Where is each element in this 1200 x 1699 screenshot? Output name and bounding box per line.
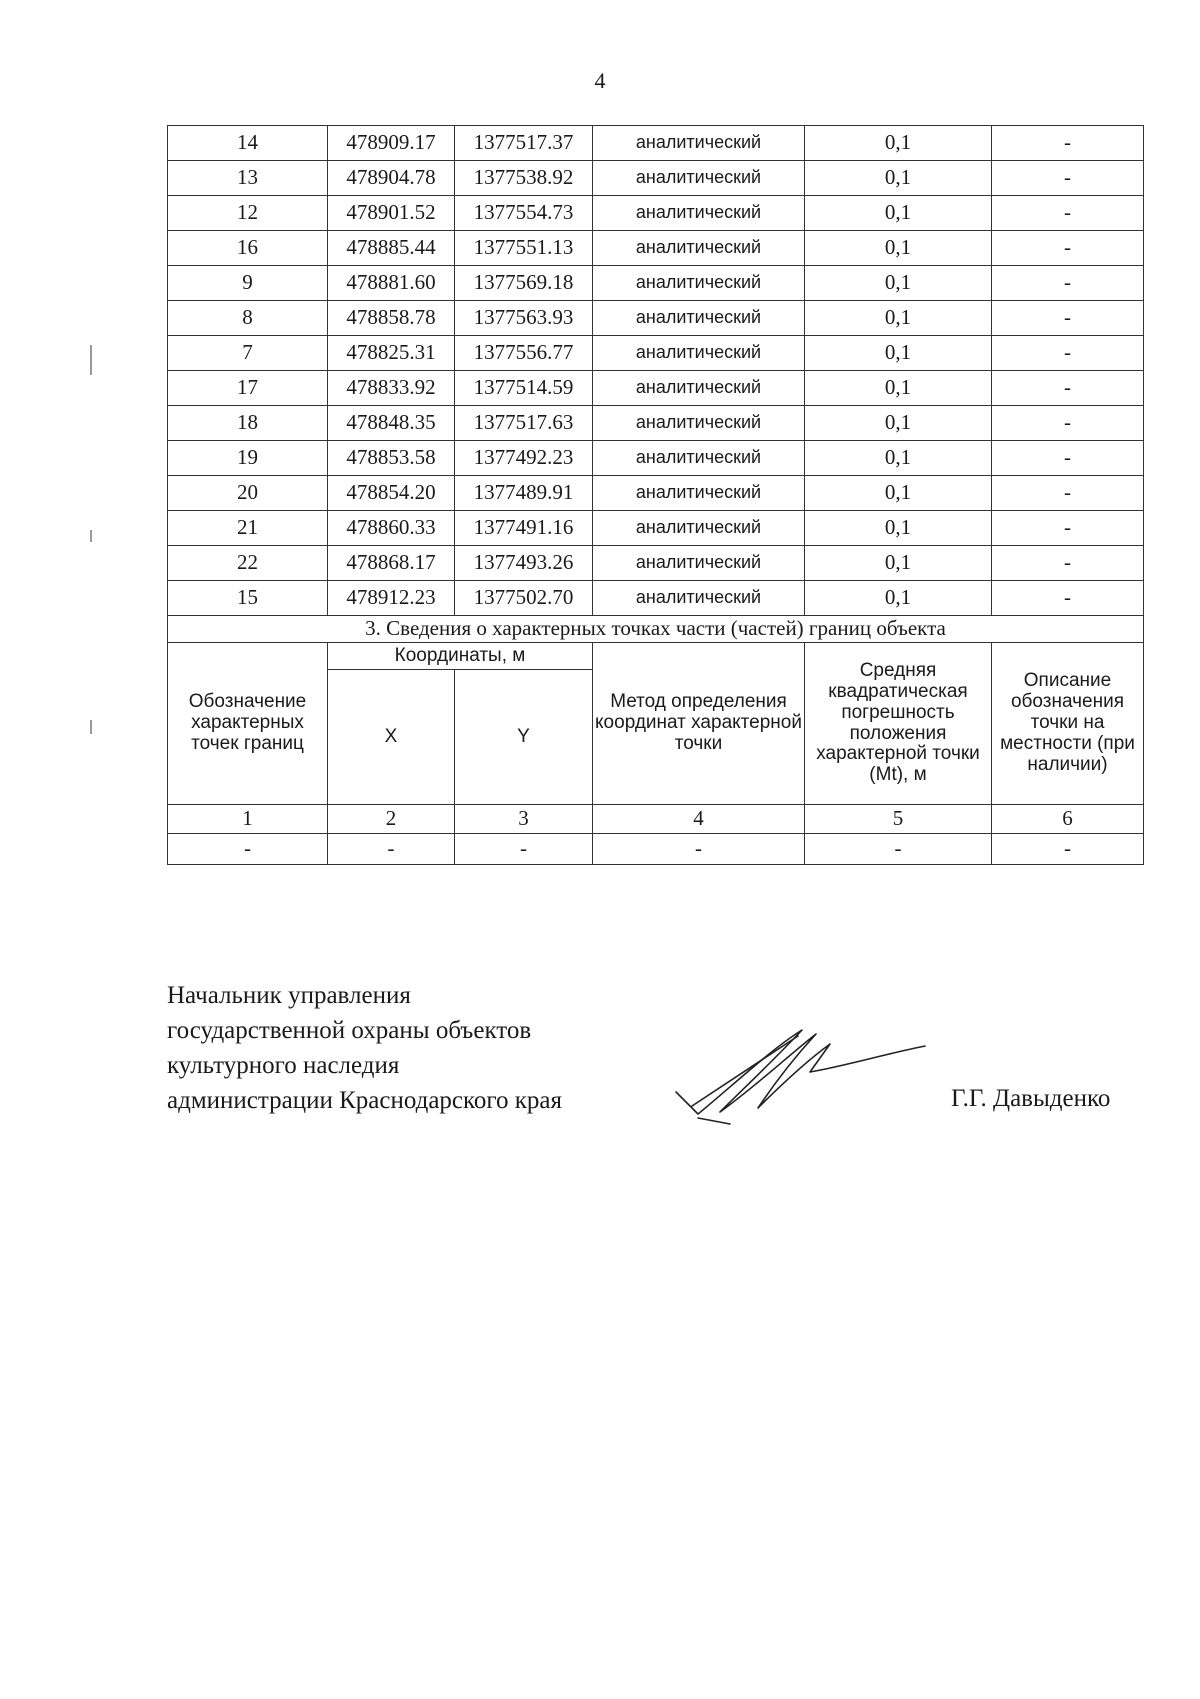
x-coordinate-cell: 478881.60 <box>328 266 455 301</box>
y-coordinate-cell: 1377551.13 <box>455 231 593 266</box>
table-row <box>168 441 1144 476</box>
empty-cell: - <box>992 834 1144 865</box>
y-coordinate-cell: 1377502.70 <box>455 581 593 616</box>
signatory-title-line: администрации Краснодарского края <box>167 1087 563 1114</box>
mean-square-error-cell: 0,1 <box>805 511 992 546</box>
x-coordinate-cell: 478854.20 <box>328 476 455 511</box>
signatory-title <box>167 978 562 1118</box>
x-coordinate-cell: 478860.33 <box>328 511 455 546</box>
point-number-cell: 7 <box>168 336 328 371</box>
table-row <box>168 196 1144 231</box>
table-row <box>168 231 1144 266</box>
method-cell: аналитический <box>593 476 805 511</box>
y-coordinate-cell: 1377493.26 <box>455 546 593 581</box>
y-coordinate-cell: 1377489.91 <box>455 476 593 511</box>
point-description-cell: - <box>992 336 1144 371</box>
point-description-cell: - <box>992 126 1144 161</box>
x-coordinate-cell: 478853.58 <box>328 441 455 476</box>
x-coordinate-cell: 478833.92 <box>328 371 455 406</box>
column-number: 6 <box>992 805 1144 834</box>
x-coordinate-cell: 478901.52 <box>328 196 455 231</box>
empty-cell: - <box>805 834 992 865</box>
point-number-cell: 9 <box>168 266 328 301</box>
mean-square-error-cell: 0,1 <box>805 371 992 406</box>
mean-square-error-cell: 0,1 <box>805 301 992 336</box>
method-cell: аналитический <box>593 511 805 546</box>
x-coordinate-cell: 478825.31 <box>328 336 455 371</box>
coordinates-table <box>167 125 1144 865</box>
y-coordinate-cell: 1377538.92 <box>455 161 593 196</box>
y-coordinate-cell: 1377554.73 <box>455 196 593 231</box>
column-number: 5 <box>805 805 992 834</box>
method-cell: аналитический <box>593 126 805 161</box>
point-number-cell: 13 <box>168 161 328 196</box>
empty-cell: - <box>168 834 328 865</box>
table-row <box>168 266 1144 301</box>
x-coordinate-cell: 478909.17 <box>328 126 455 161</box>
empty-cell: - <box>455 834 593 865</box>
x-coordinate-cell: 478848.35 <box>328 406 455 441</box>
method-cell: аналитический <box>593 196 805 231</box>
empty-data-row <box>168 834 1144 865</box>
y-coordinate-cell: 1377517.37 <box>455 126 593 161</box>
point-number-cell: 21 <box>168 511 328 546</box>
table-row <box>168 371 1144 406</box>
table-row <box>168 546 1144 581</box>
point-number-cell: 20 <box>168 476 328 511</box>
point-number-cell: 15 <box>168 581 328 616</box>
mean-square-error-cell: 0,1 <box>805 196 992 231</box>
point-number-cell: 16 <box>168 231 328 266</box>
y-coordinate-cell: 1377556.77 <box>455 336 593 371</box>
mean-square-error-cell: 0,1 <box>805 476 992 511</box>
signatory-title-line: культурного наследия <box>167 1052 400 1079</box>
empty-cell: - <box>328 834 455 865</box>
point-description-cell: - <box>992 406 1144 441</box>
y-coordinate-cell: 1377569.18 <box>455 266 593 301</box>
mean-square-error-cell: 0,1 <box>805 126 992 161</box>
column-number: 1 <box>168 805 328 834</box>
table-row <box>168 511 1144 546</box>
scan-margin-mark <box>90 720 92 734</box>
table-row <box>168 126 1144 161</box>
header-coordinates: Координаты, м <box>328 643 593 670</box>
method-cell: аналитический <box>593 161 805 196</box>
y-coordinate-cell: 1377492.23 <box>455 441 593 476</box>
point-number-cell: 17 <box>168 371 328 406</box>
header-point-description: Описание обозначения точки на местности (при наличии) <box>992 643 1144 805</box>
point-description-cell: - <box>992 301 1144 336</box>
point-number-cell: 12 <box>168 196 328 231</box>
table-row <box>168 336 1144 371</box>
point-description-cell: - <box>992 581 1144 616</box>
point-number-cell: 8 <box>168 301 328 336</box>
scan-margin-mark <box>90 530 92 542</box>
point-description-cell: - <box>992 231 1144 266</box>
y-coordinate-cell: 1377517.63 <box>455 406 593 441</box>
point-description-cell: - <box>992 161 1144 196</box>
point-number-cell: 19 <box>168 441 328 476</box>
table-row <box>168 476 1144 511</box>
header-x: X <box>328 670 455 805</box>
coordinates-table-body <box>168 126 1144 616</box>
point-description-cell: - <box>992 476 1144 511</box>
x-coordinate-cell: 478885.44 <box>328 231 455 266</box>
section-3-title: 3. Сведения о характерных точках части (частей) границ объекта <box>168 616 1144 643</box>
signatory-title-line: Начальник управления <box>167 982 411 1009</box>
method-cell: аналитический <box>593 301 805 336</box>
header-y: Y <box>455 670 593 805</box>
point-description-cell: - <box>992 371 1144 406</box>
table-row <box>168 406 1144 441</box>
column-number: 3 <box>455 805 593 834</box>
x-coordinate-cell: 478912.23 <box>328 581 455 616</box>
method-cell: аналитический <box>593 336 805 371</box>
column-number: 2 <box>328 805 455 834</box>
header-point-designation: Обозначение характерных точек границ <box>168 643 328 805</box>
signatory-name: Г.Г. Давыденко <box>951 1085 1111 1112</box>
scan-margin-mark <box>90 345 92 375</box>
mean-square-error-cell: 0,1 <box>805 546 992 581</box>
method-cell: аналитический <box>593 371 805 406</box>
mean-square-error-cell: 0,1 <box>805 161 992 196</box>
method-cell: аналитический <box>593 581 805 616</box>
mean-square-error-cell: 0,1 <box>805 266 992 301</box>
mean-square-error-cell: 0,1 <box>805 581 992 616</box>
x-coordinate-cell: 478858.78 <box>328 301 455 336</box>
header-mean-square-error: Средняя квадратическая погрешность положения характерной точки (Mt), м <box>805 643 992 805</box>
method-cell: аналитический <box>593 231 805 266</box>
mean-square-error-cell: 0,1 <box>805 441 992 476</box>
mean-square-error-cell: 0,1 <box>805 406 992 441</box>
signatory-title-line: государственной охраны объектов <box>167 1017 532 1044</box>
point-description-cell: - <box>992 511 1144 546</box>
point-description-cell: - <box>992 546 1144 581</box>
y-coordinate-cell: 1377491.16 <box>455 511 593 546</box>
method-cell: аналитический <box>593 546 805 581</box>
method-cell: аналитический <box>593 406 805 441</box>
mean-square-error-cell: 0,1 <box>805 231 992 266</box>
column-numbers-row <box>168 805 1144 834</box>
column-number: 4 <box>593 805 805 834</box>
table-row <box>168 301 1144 336</box>
point-description-cell: - <box>992 196 1144 231</box>
x-coordinate-cell: 478904.78 <box>328 161 455 196</box>
table-row <box>168 581 1144 616</box>
mean-square-error-cell: 0,1 <box>805 336 992 371</box>
point-number-cell: 14 <box>168 126 328 161</box>
y-coordinate-cell: 1377563.93 <box>455 301 593 336</box>
y-coordinate-cell: 1377514.59 <box>455 371 593 406</box>
empty-cell: - <box>593 834 805 865</box>
header-method: Метод определения координат характерной точки <box>593 643 805 805</box>
handwritten-signature <box>670 1020 930 1130</box>
table-row <box>168 161 1144 196</box>
point-number-cell: 22 <box>168 546 328 581</box>
x-coordinate-cell: 478868.17 <box>328 546 455 581</box>
page-number: 4 <box>594 68 606 93</box>
point-number-cell: 18 <box>168 406 328 441</box>
method-cell: аналитический <box>593 441 805 476</box>
point-description-cell: - <box>992 441 1144 476</box>
point-description-cell: - <box>992 266 1144 301</box>
method-cell: аналитический <box>593 266 805 301</box>
